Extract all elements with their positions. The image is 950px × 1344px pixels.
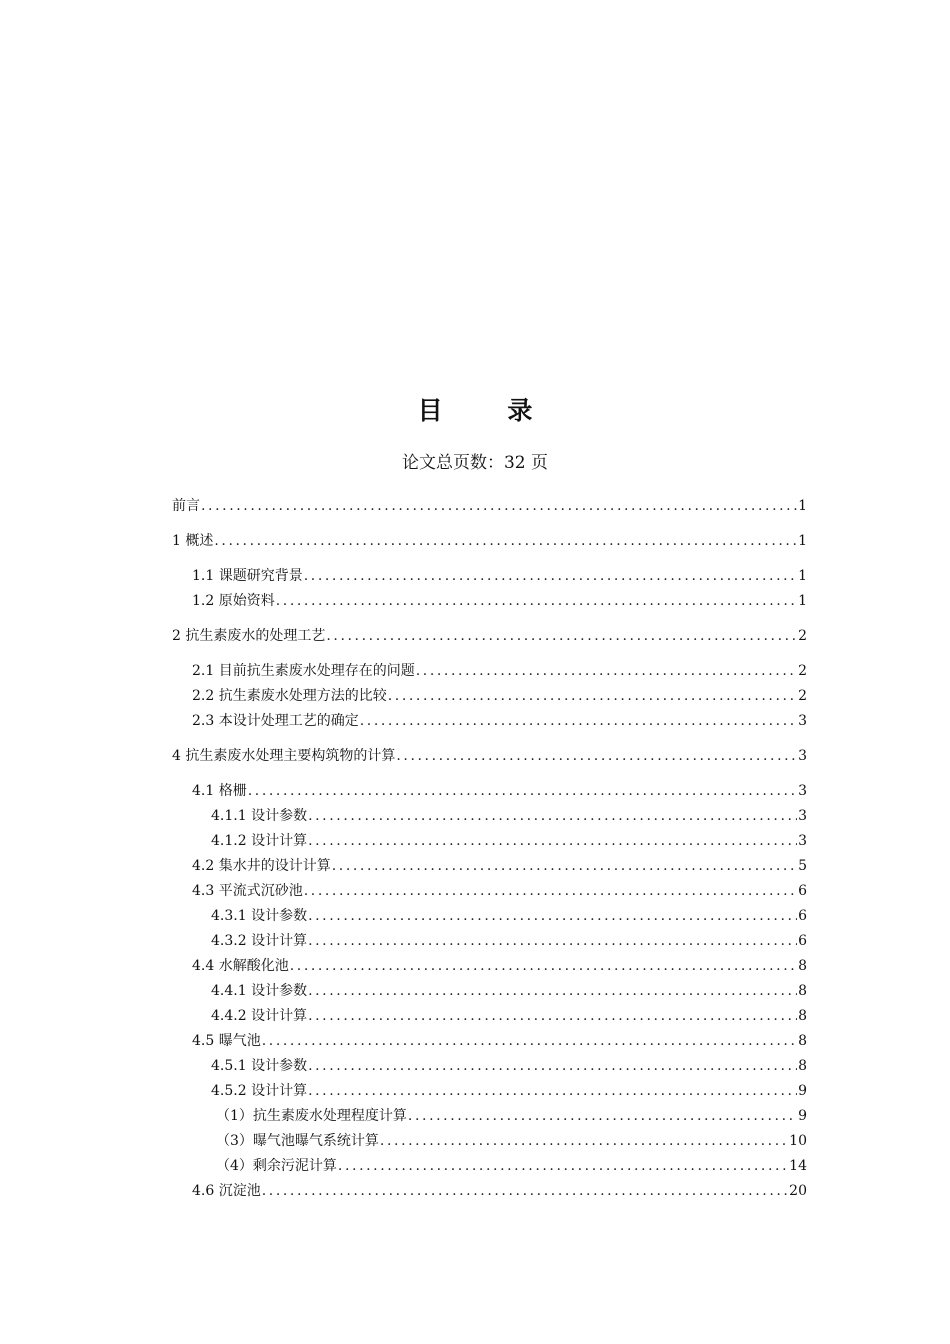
toc-entry-page-number: 8 bbox=[798, 1008, 807, 1024]
toc-entry-page-number: 1 bbox=[798, 593, 807, 609]
toc-dot-leader bbox=[308, 1079, 797, 1104]
toc-entry[interactable] bbox=[172, 624, 807, 649]
toc-entry[interactable] bbox=[172, 1129, 807, 1154]
toc-entry-page-number: 14 bbox=[789, 1158, 807, 1174]
toc-title: 目 录 bbox=[417, 396, 561, 425]
toc-entry-page-number: 9 bbox=[798, 1108, 807, 1124]
toc-entry-title: （1）抗生素废水处理程度计算 bbox=[216, 1108, 407, 1124]
toc-dot-leader bbox=[276, 589, 797, 614]
toc-dot-leader bbox=[308, 1054, 797, 1079]
toc-entry-title: 4.6 沉淀池 bbox=[192, 1183, 261, 1199]
toc-entry[interactable] bbox=[172, 779, 807, 804]
toc-entry-title: 4.3.1 设计参数 bbox=[211, 908, 308, 924]
toc-entry[interactable] bbox=[172, 494, 807, 519]
toc-entry-page-number: 3 bbox=[798, 833, 807, 849]
toc-entry-title: 2.2 抗生素废水处理方法的比较 bbox=[192, 688, 387, 704]
toc-entry[interactable] bbox=[172, 709, 807, 734]
toc-dot-leader bbox=[308, 1004, 797, 1029]
toc-dot-leader bbox=[380, 1129, 788, 1154]
toc-entry[interactable] bbox=[172, 684, 807, 709]
toc-entry-page-number: 20 bbox=[789, 1183, 807, 1199]
toc-entry-page-number: 3 bbox=[798, 748, 807, 764]
toc-entry-page-number: 6 bbox=[798, 933, 807, 949]
toc-entry-title: （4）剩余污泥计算 bbox=[216, 1158, 337, 1174]
toc-dot-leader bbox=[308, 979, 797, 1004]
toc-dot-leader bbox=[214, 529, 797, 554]
toc-dot-leader bbox=[262, 1029, 797, 1054]
toc-dot-leader bbox=[332, 854, 797, 879]
toc-entry-title: 1.2 原始资料 bbox=[192, 593, 275, 609]
toc-entry-title: 4.4 水解酸化池 bbox=[192, 958, 289, 974]
toc-dot-leader bbox=[201, 494, 797, 519]
table-of-contents bbox=[172, 494, 807, 1204]
toc-entry-title: 4.4.1 设计参数 bbox=[211, 983, 308, 999]
toc-entry[interactable] bbox=[172, 1054, 807, 1079]
toc-entry-page-number: 1 bbox=[798, 568, 807, 584]
toc-entry-title: 4.1.1 设计参数 bbox=[211, 808, 308, 824]
toc-entry-title: 4.3 平流式沉砂池 bbox=[192, 883, 303, 899]
toc-entry-title: 2.1 目前抗生素废水处理存在的问题 bbox=[192, 663, 415, 679]
toc-dot-leader bbox=[416, 659, 797, 684]
toc-entry[interactable] bbox=[172, 1004, 807, 1029]
toc-entry[interactable] bbox=[172, 744, 807, 769]
toc-entry[interactable] bbox=[172, 1029, 807, 1054]
toc-entry[interactable] bbox=[172, 589, 807, 614]
toc-entry-title: 4.1 格栅 bbox=[192, 783, 247, 799]
toc-entry-page-number: 3 bbox=[798, 783, 807, 799]
toc-entry-page-number: 10 bbox=[789, 1133, 807, 1149]
toc-entry-title: 4.5.2 设计计算 bbox=[211, 1083, 308, 1099]
toc-entry-page-number: 8 bbox=[798, 958, 807, 974]
toc-entry-title: 4 抗生素废水处理主要构筑物的计算 bbox=[172, 748, 396, 764]
toc-entry-page-number: 8 bbox=[798, 1033, 807, 1049]
toc-entry-title: 4.1.2 设计计算 bbox=[211, 833, 308, 849]
toc-entry-title: 1 概述 bbox=[172, 533, 214, 549]
toc-entry-title: 4.3.2 设计计算 bbox=[211, 933, 308, 949]
toc-entry-title: 4.4.2 设计计算 bbox=[211, 1008, 308, 1024]
toc-entry[interactable] bbox=[172, 929, 807, 954]
toc-entry[interactable] bbox=[172, 979, 807, 1004]
toc-entry-title: 1.1 课题研究背景 bbox=[192, 568, 303, 584]
toc-entry-page-number: 6 bbox=[798, 908, 807, 924]
toc-entry-page-number: 1 bbox=[798, 533, 807, 549]
toc-entry-page-number: 3 bbox=[798, 808, 807, 824]
toc-entry[interactable] bbox=[172, 854, 807, 879]
toc-entry[interactable] bbox=[172, 1079, 807, 1104]
toc-dot-leader bbox=[262, 1179, 788, 1204]
toc-entry[interactable] bbox=[172, 529, 807, 554]
toc-entry-page-number: 5 bbox=[798, 858, 807, 874]
toc-dot-leader bbox=[326, 624, 797, 649]
toc-entry-page-number: 6 bbox=[798, 883, 807, 899]
toc-entry-title: （3）曝气池曝气系统计算 bbox=[216, 1133, 379, 1149]
toc-entry-title: 4.5.1 设计参数 bbox=[211, 1058, 308, 1074]
toc-entry[interactable] bbox=[172, 904, 807, 929]
toc-entry-title: 2 抗生素废水的处理工艺 bbox=[172, 628, 326, 644]
toc-entry[interactable] bbox=[172, 659, 807, 684]
toc-dot-leader bbox=[360, 709, 797, 734]
toc-entry-title: 前言 bbox=[172, 498, 200, 514]
toc-entry-page-number: 9 bbox=[798, 1083, 807, 1099]
toc-dot-leader bbox=[308, 929, 797, 954]
toc-dot-leader bbox=[304, 879, 797, 904]
toc-entry[interactable] bbox=[172, 829, 807, 854]
toc-dot-leader bbox=[388, 684, 797, 709]
total-pages-label: 论文总页数：32 页 bbox=[401, 453, 549, 473]
toc-entry[interactable] bbox=[172, 1154, 807, 1179]
toc-entry-title: 4.2 集水井的设计计算 bbox=[192, 858, 331, 874]
toc-dot-leader bbox=[308, 804, 797, 829]
toc-entry-page-number: 3 bbox=[798, 713, 807, 729]
toc-entry-page-number: 2 bbox=[798, 663, 807, 679]
toc-entry[interactable] bbox=[172, 879, 807, 904]
toc-entry[interactable] bbox=[172, 1104, 807, 1129]
toc-entry-page-number: 1 bbox=[798, 498, 807, 514]
toc-entry[interactable] bbox=[172, 954, 807, 979]
toc-dot-leader bbox=[308, 829, 797, 854]
toc-entry-page-number: 2 bbox=[798, 628, 807, 644]
toc-entry[interactable] bbox=[172, 1179, 807, 1204]
toc-entry-page-number: 8 bbox=[798, 983, 807, 999]
toc-dot-leader bbox=[408, 1104, 797, 1129]
toc-entry-page-number: 2 bbox=[798, 688, 807, 704]
toc-entry-title: 4.5 曝气池 bbox=[192, 1033, 261, 1049]
toc-entry-title: 2.3 本设计处理工艺的确定 bbox=[192, 713, 359, 729]
toc-dot-leader bbox=[396, 744, 797, 769]
toc-dot-leader bbox=[308, 904, 797, 929]
toc-dot-leader bbox=[304, 564, 797, 589]
toc-dot-leader bbox=[248, 779, 797, 804]
toc-dot-leader bbox=[338, 1154, 788, 1179]
toc-entry[interactable] bbox=[172, 564, 807, 589]
toc-entry[interactable] bbox=[172, 804, 807, 829]
toc-dot-leader bbox=[290, 954, 797, 979]
toc-entry-page-number: 8 bbox=[798, 1058, 807, 1074]
